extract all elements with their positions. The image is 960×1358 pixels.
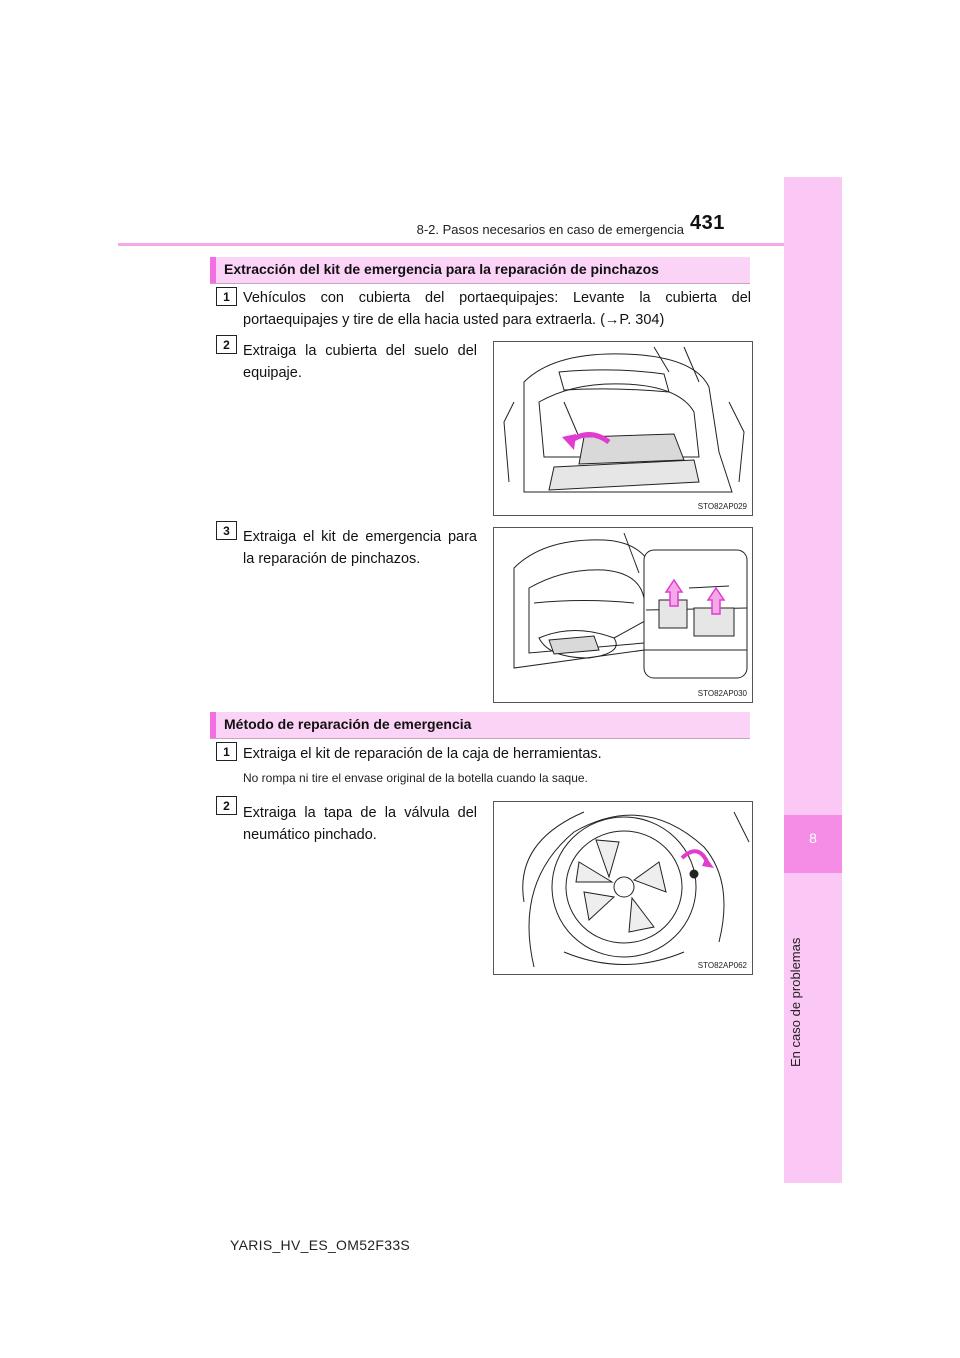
figure-code: STO82AP062 [697, 961, 747, 970]
step-text: Extraiga el kit de emergencia para la reparación de pinchazos. [243, 529, 477, 567]
section-header-repair-method [210, 712, 750, 739]
step-text: Vehículos con cubierta del portaequipajes: Levante la cubierta del portaequipajes y tire de ella hacia usted para extraerla. (→P. 304) [243, 290, 751, 328]
section-accent [210, 257, 216, 283]
step-number-box: 2 [216, 335, 237, 354]
step-number-box: 2 [216, 796, 237, 815]
step-text: Extraiga la tapa de la válvula del neumático pinchado. [243, 805, 477, 843]
footer-document-code: YARIS_HV_ES_OM52F33S [230, 1237, 411, 1253]
section-title: Extracción del kit de emergencia para la reparación de pinchazos [224, 261, 659, 277]
figure-code: STO82AP029 [697, 502, 747, 511]
section-title: Método de reparación de emergencia [224, 716, 472, 732]
figure-emergency-kit [493, 527, 753, 703]
chapter-number: 8 [809, 830, 817, 846]
chapter-label-text: En caso de problemas [788, 937, 803, 1067]
page-number: 431 [690, 212, 725, 234]
chapter-label [786, 877, 806, 1177]
step-text: Extraiga el kit de reparación de la caja de herramientas. [243, 746, 602, 762]
step-note: No rompa ni tire el envase original de la botella cuando la saque. [243, 771, 588, 785]
step-text: Extraiga la cubierta del suelo del equipaje. [243, 343, 477, 381]
tire-valve-illustration [494, 802, 752, 974]
figure-trunk-floor-cover [493, 341, 753, 516]
section-header-kit-extraction [210, 257, 750, 284]
figure-code: STO82AP030 [697, 689, 747, 698]
emergency-kit-illustration [494, 528, 752, 702]
figure-valve-cap [493, 801, 753, 975]
section-accent [210, 712, 216, 738]
header-divider [118, 243, 840, 246]
step-number-box: 1 [216, 287, 237, 306]
trunk-floor-illustration [494, 342, 752, 515]
step-number-box: 3 [216, 521, 237, 540]
step-number-box: 1 [216, 742, 237, 761]
header-section-title: 8-2. Pasos necesarios en caso de emergencia [416, 222, 684, 237]
